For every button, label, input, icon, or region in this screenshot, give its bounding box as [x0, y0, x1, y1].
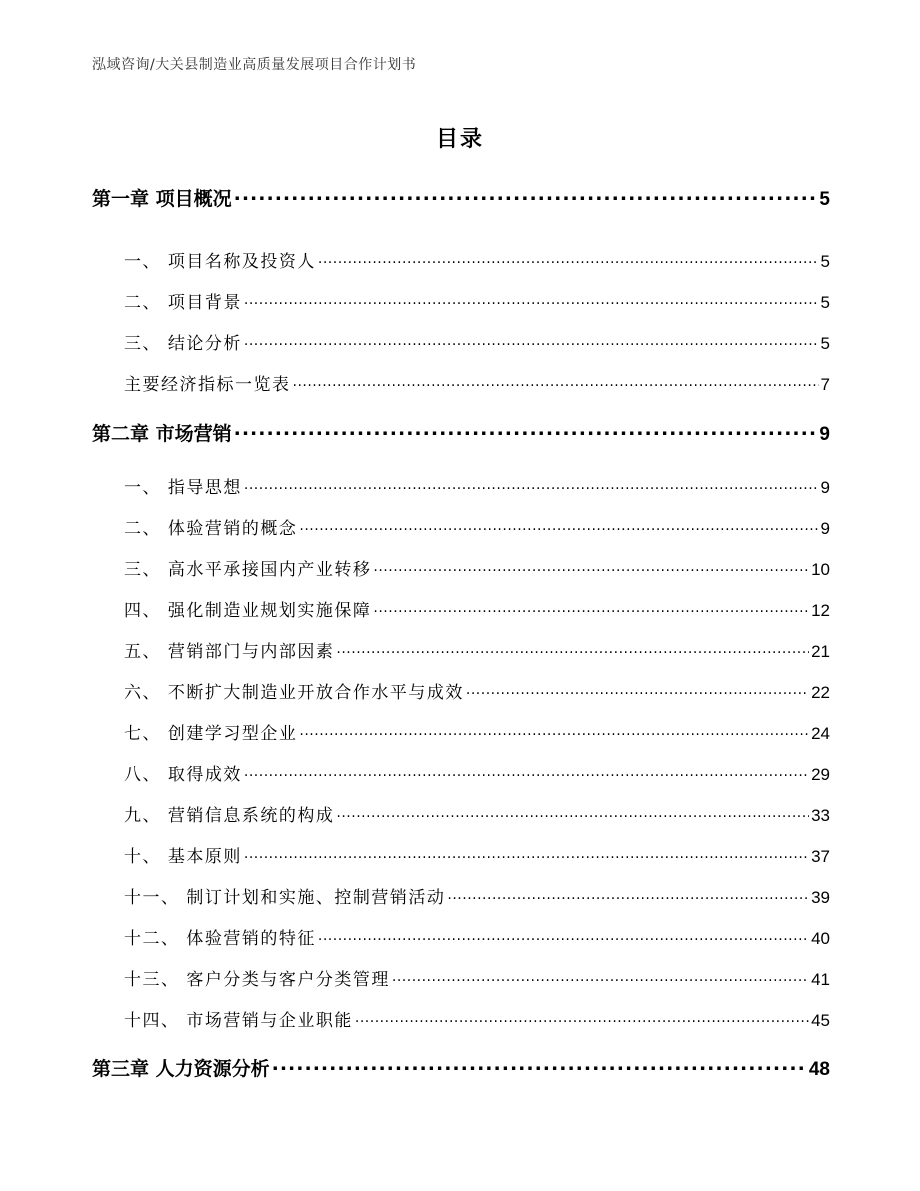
- toc-section-1-1[interactable]: [124, 247, 830, 272]
- toc-section-1-2[interactable]: [124, 288, 830, 313]
- toc-section-label: 七、 创建学习型企业: [124, 724, 298, 744]
- dot-leader: [336, 804, 809, 821]
- toc-page-number: 24: [811, 724, 830, 743]
- toc-section-label: 四、 强化制造业规划实施保障: [124, 601, 372, 621]
- dot-leader: [244, 845, 809, 862]
- toc-section-label: 九、 营销信息系统的构成: [124, 806, 335, 826]
- toc-page-number: 10: [811, 560, 830, 579]
- toc-page-number: 7: [820, 375, 830, 394]
- toc-section-2-12[interactable]: [124, 924, 830, 949]
- toc-chapter-label: 第一章 项目概况: [92, 188, 232, 210]
- toc-page-number: 9: [819, 424, 830, 445]
- toc-page-number: 40: [811, 929, 830, 948]
- toc-section-1-3[interactable]: [124, 329, 830, 354]
- toc-chapter-2[interactable]: [92, 419, 830, 446]
- toc-section-2-8[interactable]: [124, 760, 830, 785]
- dot-leader: [318, 250, 819, 267]
- toc-page-number: 9: [820, 478, 830, 497]
- toc-section-2-14[interactable]: [124, 1006, 830, 1031]
- toc-section-2-2[interactable]: [124, 514, 830, 539]
- toc-section-2-1[interactable]: [124, 473, 830, 498]
- dot-leader: [234, 186, 818, 205]
- toc-chapter-3[interactable]: [92, 1054, 830, 1081]
- toc-section-2-3[interactable]: [124, 555, 830, 580]
- dot-leader: [447, 886, 809, 903]
- dot-leader: [272, 1056, 807, 1075]
- toc-page-number: 29: [811, 765, 830, 784]
- toc-section-2-13[interactable]: [124, 965, 830, 990]
- toc-page-number: 5: [820, 293, 830, 312]
- toc-page-number: 22: [811, 683, 830, 702]
- toc-section-label: 十一、 制订计划和实施、控制营销活动: [124, 888, 446, 908]
- toc-section-label: 三、 结论分析: [124, 334, 242, 354]
- toc-page-number: 37: [811, 847, 830, 866]
- toc-page-number: 39: [811, 888, 830, 907]
- toc-section-1-4[interactable]: [124, 370, 830, 395]
- dot-leader: [244, 763, 809, 780]
- toc-section-label: 十、 基本原则: [124, 847, 242, 867]
- toc-page-number: 21: [811, 642, 830, 661]
- toc-section-label: 三、 高水平承接国内产业转移: [124, 560, 372, 580]
- toc-chapter-label: 第三章 人力资源分析: [92, 1058, 270, 1080]
- toc-section-label: 十四、 市场营销与企业职能: [124, 1011, 353, 1031]
- dot-leader: [318, 927, 809, 944]
- toc-page-number: 5: [820, 334, 830, 353]
- toc-page-number: 41: [811, 970, 830, 989]
- toc-page-number: 5: [820, 252, 830, 271]
- dot-leader: [373, 558, 809, 575]
- dot-leader: [336, 640, 809, 657]
- toc-section-label: 八、 取得成效: [124, 765, 242, 785]
- toc-page-number: 9: [820, 519, 830, 538]
- dot-leader: [373, 599, 809, 616]
- toc-section-label: 五、 营销部门与内部因素: [124, 642, 335, 662]
- dot-leader: [466, 681, 809, 698]
- toc-section-label: 十二、 体验营销的特征: [124, 929, 316, 949]
- toc-chapter-label: 第二章 市场营销: [92, 423, 232, 445]
- toc-section-label: 二、 体验营销的概念: [124, 519, 298, 539]
- dot-leader: [299, 517, 818, 534]
- toc-page-number: 5: [819, 189, 830, 210]
- toc-section-2-10[interactable]: [124, 842, 830, 867]
- dot-leader: [244, 291, 819, 308]
- toc-section-2-6[interactable]: [124, 678, 830, 703]
- toc-page-number: 33: [811, 806, 830, 825]
- toc-chapter-1[interactable]: [92, 184, 830, 211]
- toc-page-number: 45: [811, 1011, 830, 1030]
- toc-section-2-5[interactable]: [124, 637, 830, 662]
- toc-page-number: 48: [808, 1059, 830, 1080]
- toc-section-2-11[interactable]: [124, 883, 830, 908]
- toc-section-label: 主要经济指标一览表: [124, 375, 291, 395]
- dot-leader: [299, 722, 809, 739]
- toc-section-2-7[interactable]: [124, 719, 830, 744]
- dot-leader: [293, 373, 819, 390]
- dot-leader: [392, 968, 809, 985]
- dot-leader: [355, 1009, 809, 1026]
- toc-section-label: 一、 项目名称及投资人: [124, 252, 316, 272]
- dot-leader: [244, 332, 819, 349]
- toc-section-2-4[interactable]: [124, 596, 830, 621]
- toc-section-label: 二、 项目背景: [124, 293, 242, 313]
- toc-title: 目录: [435, 127, 484, 152]
- dot-leader: [234, 421, 818, 440]
- document-header: 泓域咨询/大关县制造业高质量发展项目合作计划书: [92, 57, 417, 73]
- dot-leader: [244, 476, 819, 493]
- toc-section-label: 十三、 客户分类与客户分类管理: [124, 970, 390, 990]
- toc-page-number: 12: [811, 601, 830, 620]
- toc-section-2-9[interactable]: [124, 801, 830, 826]
- toc-section-label: 一、 指导思想: [124, 478, 242, 498]
- toc-section-label: 六、 不断扩大制造业开放合作水平与成效: [124, 683, 464, 703]
